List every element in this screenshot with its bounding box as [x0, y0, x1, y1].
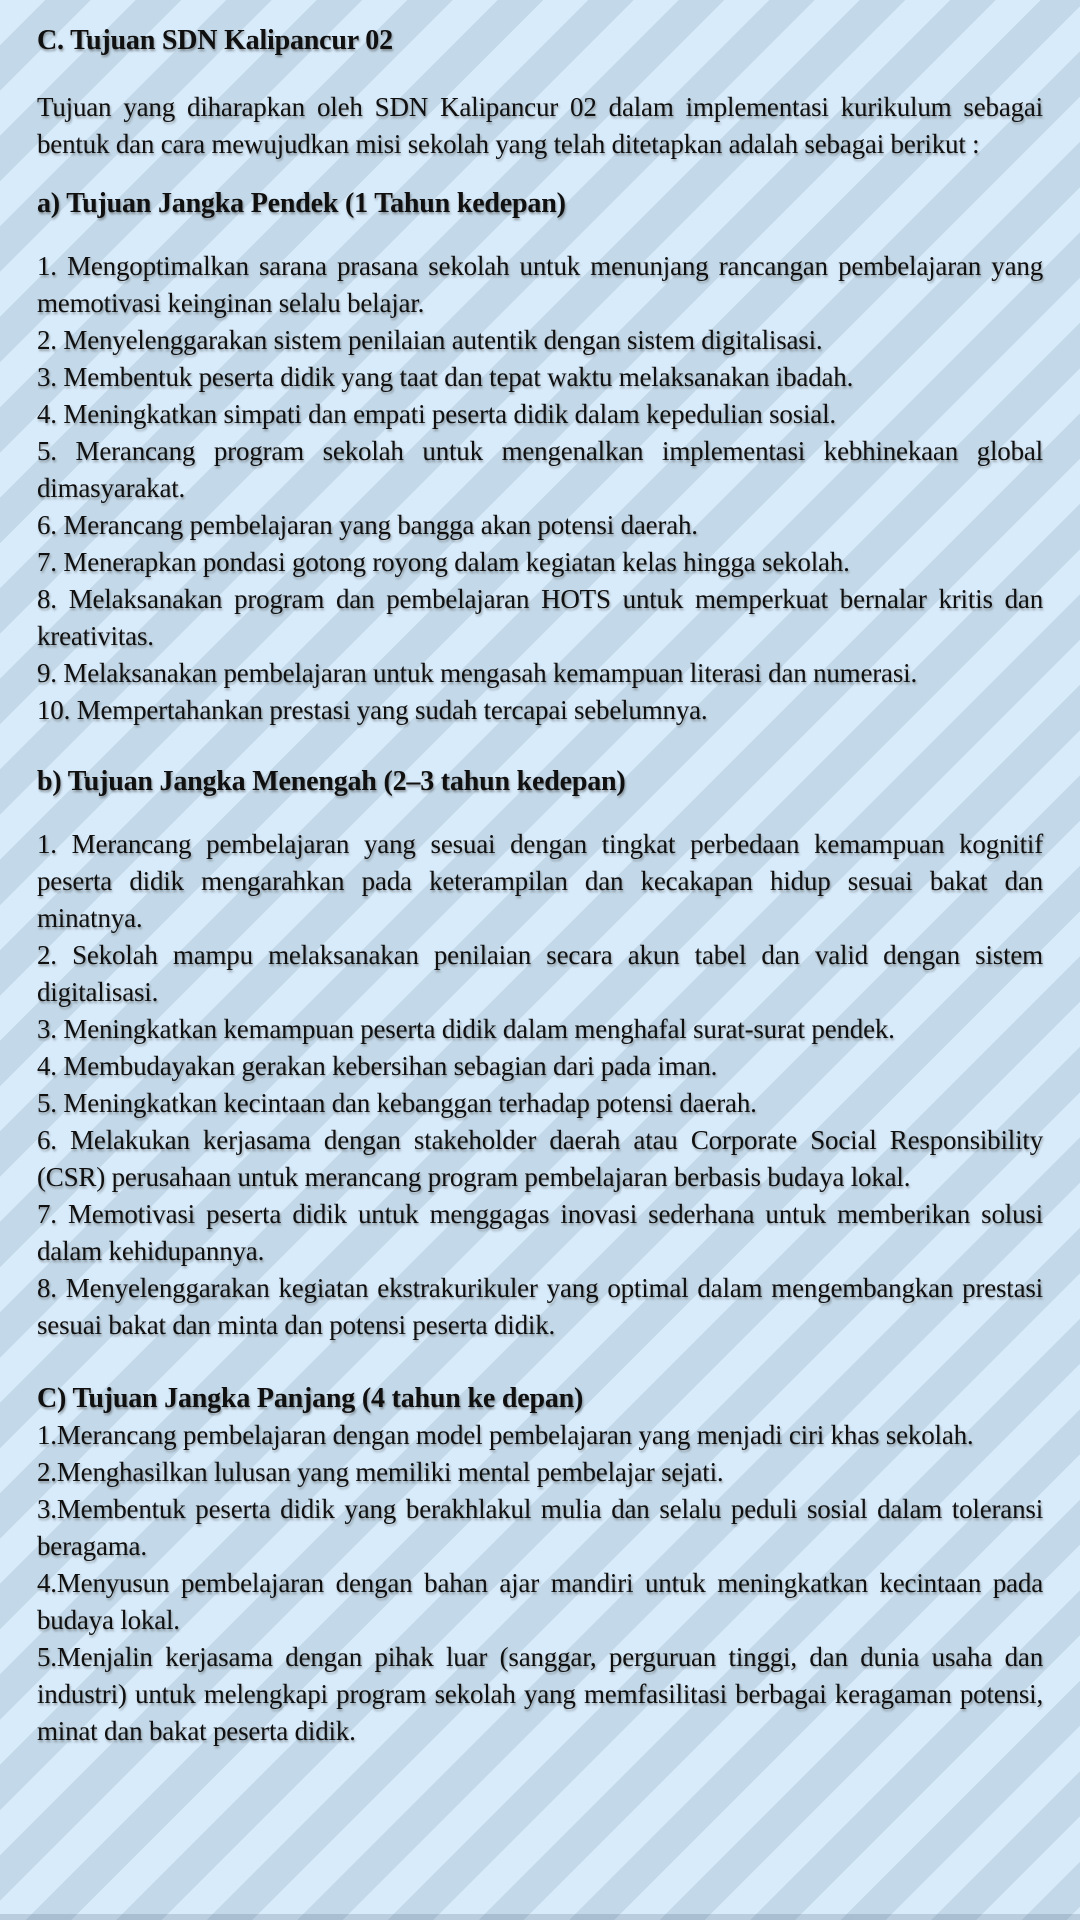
intro-paragraph: Tujuan yang diharapkan oleh SDN Kalipancur 02 dalam implementasi kurikulum sebagai bentuk dan cara mewujudkan misi sekolah yang telah ditetapkan adalah sebagai berikut :	[37, 92, 1043, 159]
list-item: 3. Meningkatkan kemampuan peserta didik dalam menghafal surat-surat pendek.	[37, 1014, 895, 1044]
list-item: 1.Merancang pembelajaran dengan model pembelajaran yang menjadi ciri khas sekolah.	[37, 1420, 974, 1450]
list-item: 7. Memotivasi peserta didik untuk menggagas inovasi sederhana untuk memberikan solusi dalam kehidupannya.	[37, 1199, 1043, 1266]
section-long-term-items	[37, 1417, 1043, 1750]
list-item: 4.Menyusun pembelajaran dengan bahan ajar mandiri untuk meningkatkan kecintaan pada budaya lokal.	[37, 1568, 1043, 1635]
list-item: 8. Melaksanakan program dan pembelajaran HOTS untuk memperkuat bernalar kritis dan kreativitas.	[37, 584, 1043, 651]
list-item: 8. Menyelenggarakan kegiatan ekstrakurikuler yang optimal dalam mengembangkan prestasi sesuai bakat dan minta dan potensi peserta didik.	[37, 1273, 1043, 1340]
list-item: 6. Melakukan kerjasama dengan stakeholder daerah atau Corporate Social Responsibility (CSR) perusahaan untuk merancang program pembelajaran berbasis budaya lokal.	[37, 1125, 1043, 1192]
list-item: 7. Menerapkan pondasi gotong royong dalam kegiatan kelas hingga sekolah.	[37, 547, 850, 577]
list-item: 2.Menghasilkan lulusan yang memiliki mental pembelajar sejati.	[37, 1457, 724, 1487]
section-mid-term-heading: b) Tujuan Jangka Menengah (2–3 tahun kedepan)	[37, 766, 626, 797]
list-item: 9. Melaksanakan pembelajaran untuk mengasah kemampuan literasi dan numerasi.	[37, 658, 917, 688]
list-item: 6. Merancang pembelajaran yang bangga akan potensi daerah.	[37, 510, 698, 540]
list-item: 4. Meningkatkan simpati dan empati peserta didik dalam kepedulian sosial.	[37, 399, 836, 429]
list-item: 5.Menjalin kerjasama dengan pihak luar (sanggar, perguruan tinggi, dan dunia usaha dan industri) untuk melengkapi program sekolah yang memfasilitasi berbagai keragaman potensi, minat dan bakat peserta didik.	[37, 1642, 1043, 1746]
list-item: 5. Meningkatkan kecintaan dan kebanggan terhadap potensi daerah.	[37, 1088, 757, 1118]
page-bottom-edge	[0, 1914, 1080, 1920]
section-short-term-items	[37, 248, 1043, 729]
section-long-term	[37, 1380, 1043, 1750]
section-mid-term	[37, 763, 1043, 1344]
list-item: 1. Mengoptimalkan sarana prasana sekolah untuk menunjang rancangan pembelajaran yang memotivasi keinginan selalu belajar.	[37, 251, 1043, 318]
list-item: 3. Membentuk peserta didik yang taat dan tepat waktu melaksanakan ibadah.	[37, 362, 854, 392]
section-long-term-heading: C) Tujuan Jangka Panjang (4 tahun ke depan)	[37, 1383, 584, 1414]
list-item: 2. Menyelenggarakan sistem penilaian autentik dengan sistem digitalisasi.	[37, 325, 823, 355]
page-title: C. Tujuan SDN Kalipancur 02	[37, 25, 393, 56]
section-short-term-heading: a) Tujuan Jangka Pendek (1 Tahun kedepan)	[37, 188, 566, 219]
list-item: 3.Membentuk peserta didik yang berakhlakul mulia dan selalu peduli sosial dalam toleransi beragama.	[37, 1494, 1043, 1561]
list-item: 10. Mempertahankan prestasi yang sudah tercapai sebelumnya.	[37, 695, 708, 725]
list-item: 1. Merancang pembelajaran yang sesuai dengan tingkat perbedaan kemampuan kognitif peserta didik mengarahkan pada keterampilan dan kecakapan hidup sesuai bakat dan minatnya.	[37, 829, 1043, 933]
list-item: 4. Membudayakan gerakan kebersihan sebagian dari pada iman.	[37, 1051, 718, 1081]
list-item: 2. Sekolah mampu melaksanakan penilaian secara akun tabel dan valid dengan sistem digitalisasi.	[37, 940, 1043, 1007]
section-short-term	[37, 185, 1043, 729]
section-mid-term-items	[37, 826, 1043, 1344]
list-item: 5. Merancang program sekolah untuk mengenalkan implementasi kebhinekaan global dimasyarakat.	[37, 436, 1043, 503]
